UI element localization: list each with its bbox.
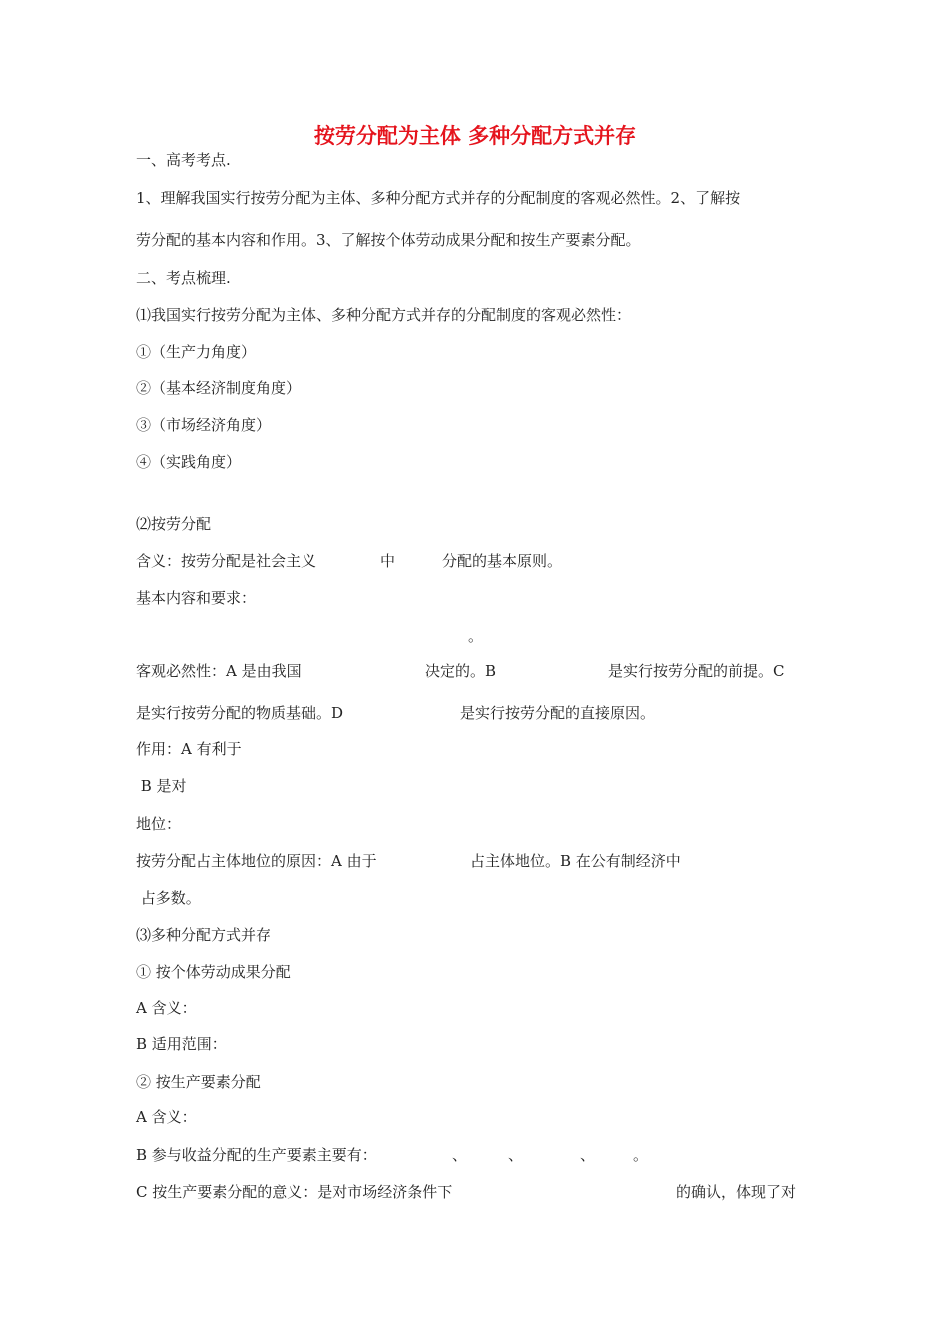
necessity-label: 客观必然性：A 是由我国 <box>136 662 302 680</box>
paragraph-segment: 是实行按劳分配的物质基础。D <box>136 704 344 722</box>
list-item: ②（基本经济制度角度） <box>136 379 302 397</box>
content-requirements-label: 基本内容和要求： <box>136 589 257 607</box>
list-item: ① 按个体劳动成果分配 <box>136 963 291 981</box>
subheading-distribution-by-labor: ⑵按劳分配 <box>136 515 212 533</box>
role-label: 作用：A 有利于 <box>136 740 242 758</box>
subheading-necessity: ⑴我国实行按劳分配为主体、多种分配方式并存的分配制度的客观必然性： <box>136 306 632 324</box>
list-item: ①（生产力角度） <box>136 343 257 361</box>
paragraph-line: 1、理解我国实行按劳分配为主体、多种分配方式并存的分配制度的客观必然性。2、了解按 <box>136 189 741 207</box>
period-mark: 。 <box>468 627 484 645</box>
section-heading-exam-points: 一、高考考点. <box>136 151 231 169</box>
definition-text: 分配的基本原则。 <box>442 552 563 570</box>
document-title: 按劳分配为主体 多种分配方式并存 <box>313 124 637 148</box>
section-heading-review: 二、考点梳理. <box>136 269 231 287</box>
paragraph-line: 劳分配的基本内容和作用。3、了解按个体劳动成果分配和按生产要素分配。 <box>136 231 641 249</box>
paragraph-segment: B 参与收益分配的生产要素主要有： <box>136 1146 377 1164</box>
definition-text: 中 <box>380 552 396 570</box>
paragraph-line: A 含义： <box>136 999 197 1017</box>
paragraph-segment: 决定的。B <box>425 662 497 680</box>
paragraph-line: 占多数。 <box>136 889 201 907</box>
paragraph-line: B 是对 <box>136 777 187 795</box>
list-item: ③（市场经济角度） <box>136 416 272 434</box>
status-label: 地位： <box>136 815 182 833</box>
separator-mark: 、 <box>580 1146 596 1164</box>
reason-label: 按劳分配占主体地位的原因：A 由于 <box>136 852 377 870</box>
separator-mark: 、 <box>452 1146 468 1164</box>
paragraph-segment: 占主体地位。B 在公有制经济中 <box>470 852 681 870</box>
paragraph-line: A 含义： <box>136 1108 197 1126</box>
list-item: ④（实践角度） <box>136 453 242 471</box>
subheading-multiple-distribution: ⑶多种分配方式并存 <box>136 926 272 944</box>
paragraph-line: B 适用范围： <box>136 1035 227 1053</box>
period-mark: 。 <box>633 1146 649 1164</box>
separator-mark: 、 <box>508 1146 524 1164</box>
paragraph-segment: C 按生产要素分配的意义：是对市场经济条件下 <box>136 1183 453 1201</box>
list-item: ② 按生产要素分配 <box>136 1073 261 1091</box>
paragraph-segment: 是实行按劳分配的前提。C <box>608 662 785 680</box>
paragraph-segment: 的确认，体现了对 <box>676 1183 797 1201</box>
definition-label: 含义：按劳分配是社会主义 <box>136 552 317 570</box>
paragraph-segment: 是实行按劳分配的直接原因。 <box>460 704 656 722</box>
